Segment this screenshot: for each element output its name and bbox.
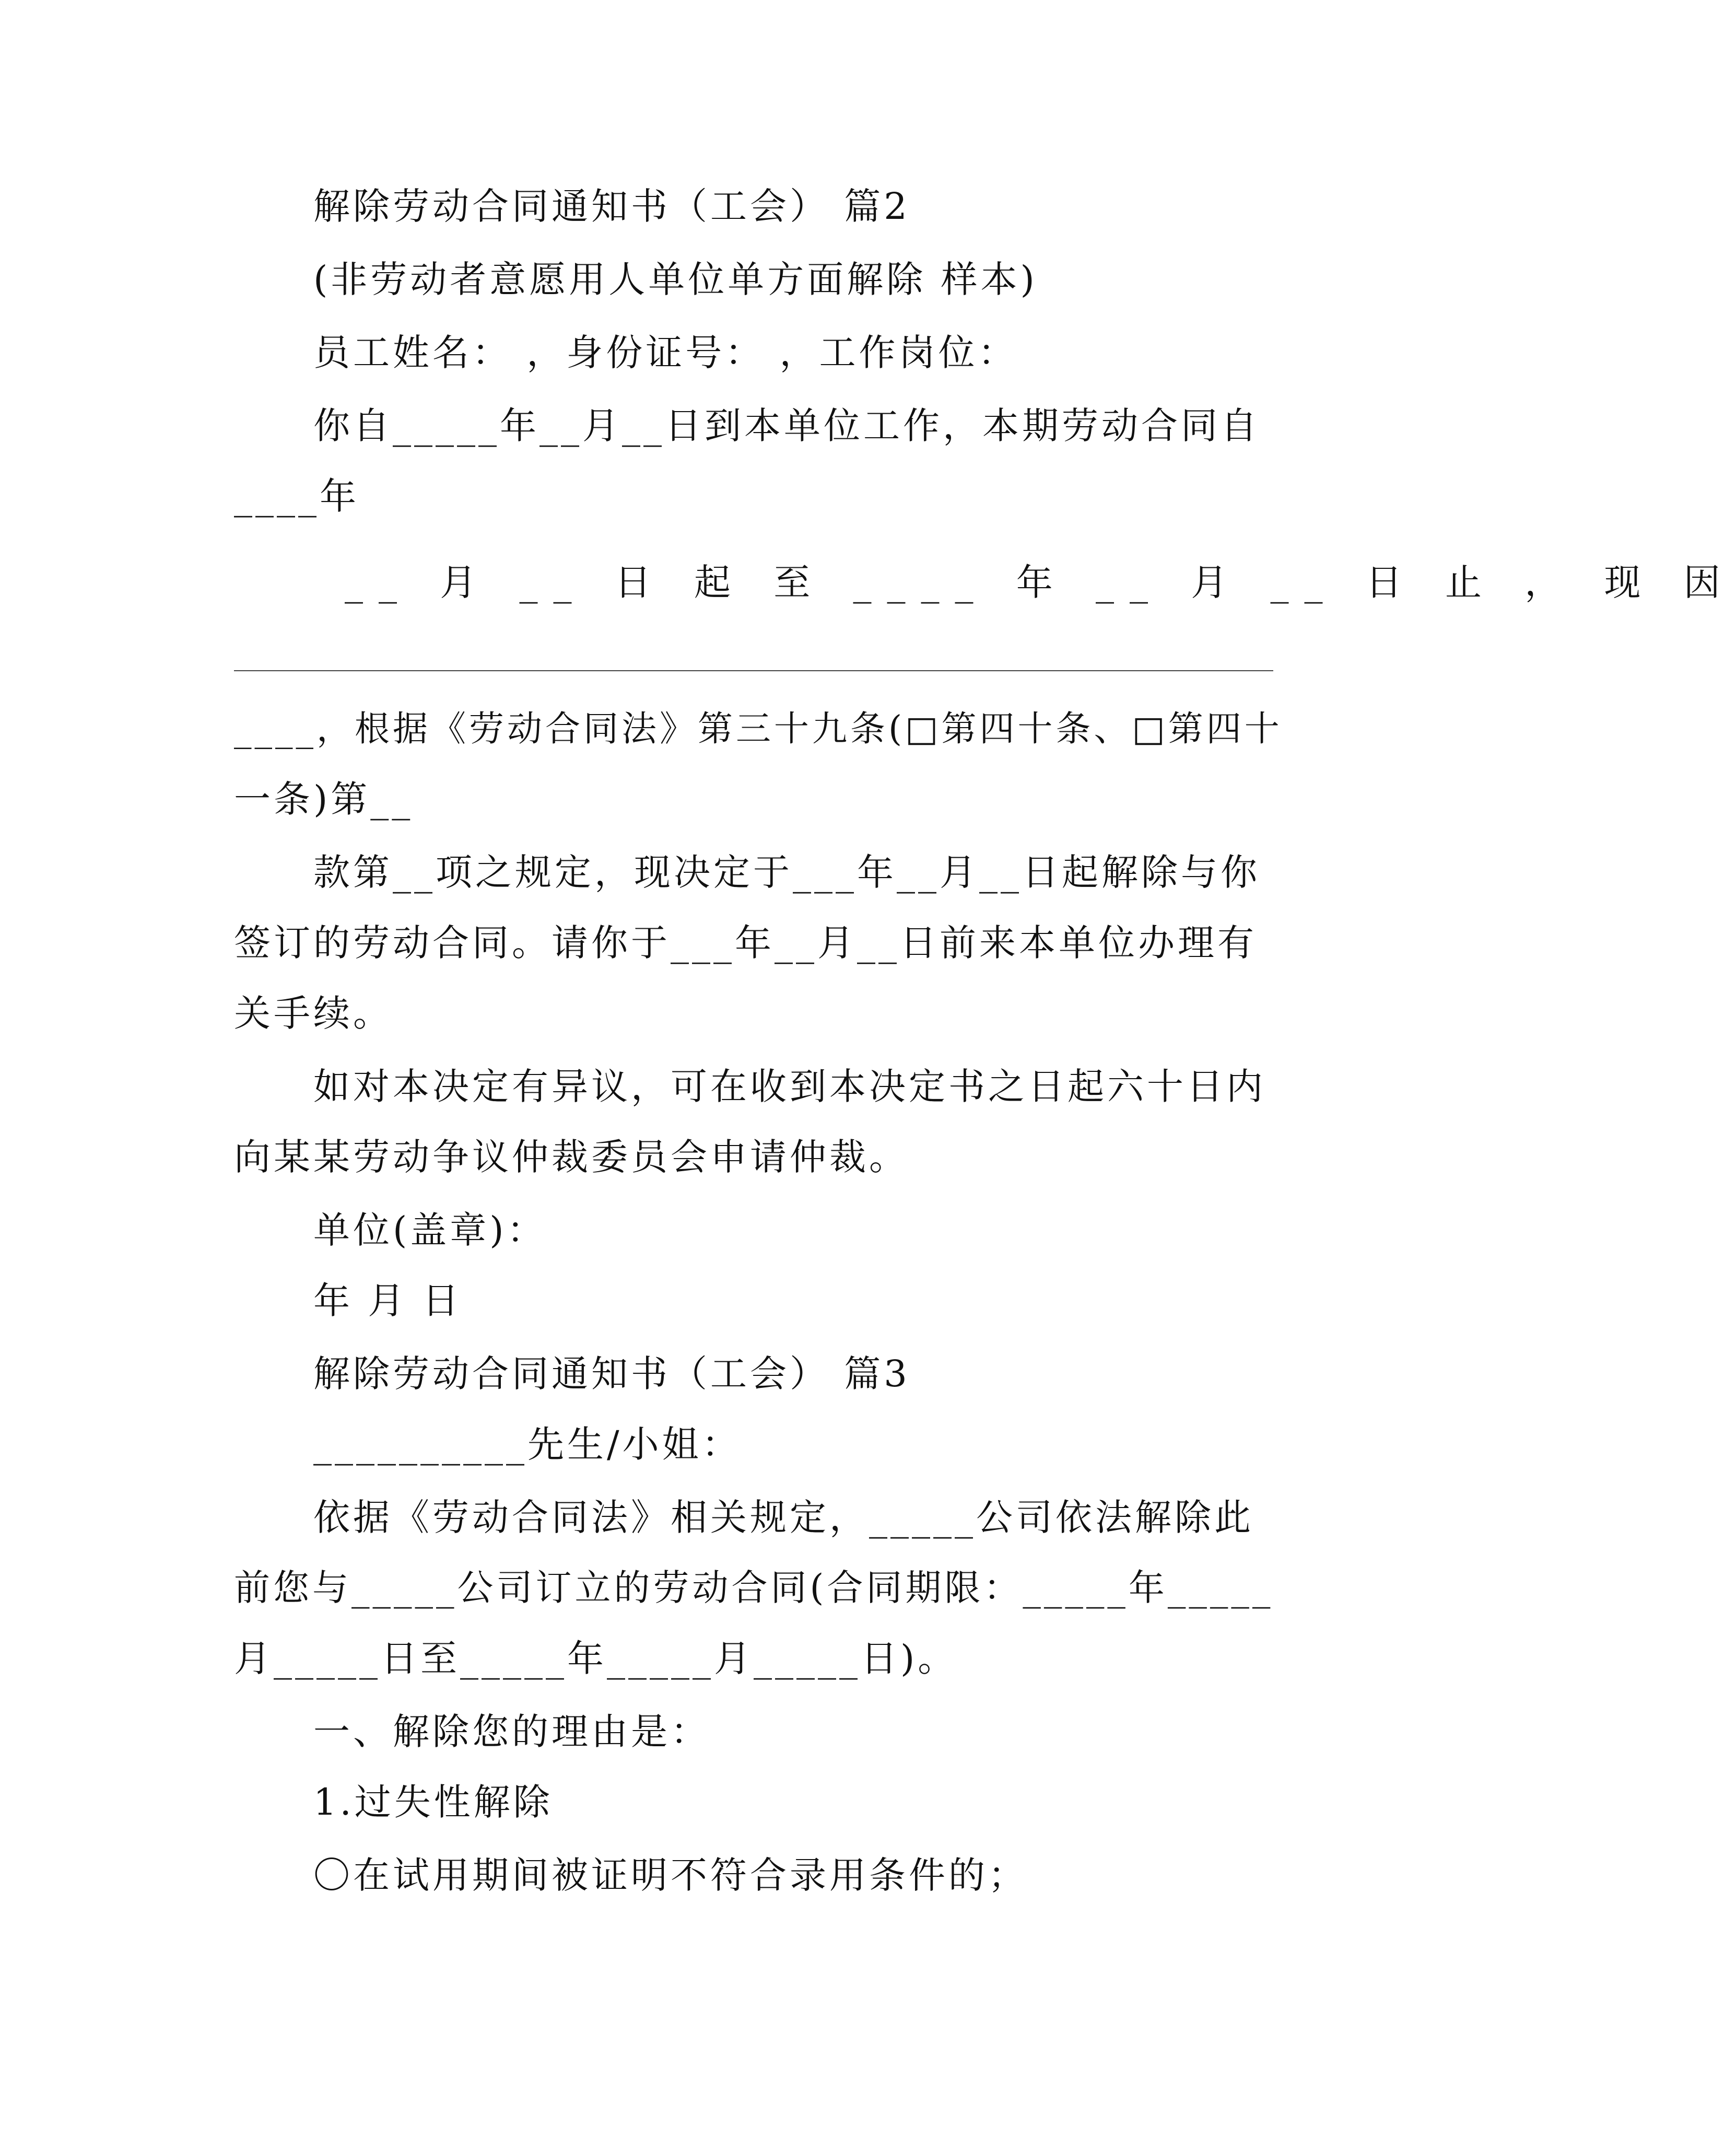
- text-line: __ 月 __ 日 起 至 ____ 年 __ 月 __ 日 止 ， 现 因: [345, 561, 1736, 604]
- reason-heading: 一、解除您的理由是：: [313, 1710, 710, 1753]
- text-line: ____年: [234, 475, 359, 518]
- blank-fill-line: [234, 670, 1273, 671]
- text-line: 你自_____年__月__日到本单位工作，本期劳动合同自: [313, 404, 1260, 447]
- employee-info-line: 员工姓名： ，身份证号： ，工作岗位：: [313, 331, 1018, 374]
- doc-subtitle: (非劳动者意愿用人单位单方面解除 样本): [313, 258, 1038, 301]
- text-line: 签订的劳动合同。请你于___年__月__日前来本单位办理有: [234, 921, 1257, 964]
- text-line: 前您与_____公司订立的劳动合同(合同期限：_____年_____: [234, 1567, 1274, 1609]
- reason-option: 〇在试用期间被证明不符合录用条件的；: [313, 1854, 1028, 1897]
- text-line: 如对本决定有异议，可在收到本决定书之日起六十日内: [313, 1065, 1266, 1108]
- text-line: 向某某劳动争议仲裁委员会申请仲裁。: [234, 1136, 909, 1178]
- section-heading-3: 解除劳动合同通知书（工会） 篇3: [313, 1352, 910, 1395]
- reason-item-heading: 1.过失性解除: [313, 1781, 553, 1824]
- text-line: 依据《劳动合同法》相关规定，_____公司依法解除此: [313, 1496, 1254, 1539]
- seal-line: 单位(盖章)：: [313, 1209, 547, 1252]
- text-line: 一条)第__: [234, 778, 414, 821]
- text-line: 款第__项之规定，现决定于___年__月__日起解除与你: [313, 851, 1260, 894]
- text-line: ____，根据《劳动合同法》第三十九条(□第四十条、□第四十: [234, 708, 1283, 749]
- text-line: 月_____日至_____年_____月_____日)。: [234, 1637, 958, 1680]
- date-line: 年 月 日: [313, 1279, 462, 1322]
- salutation-line: __________先生/小姐：: [313, 1423, 742, 1466]
- text-line: 关手续。: [234, 992, 393, 1035]
- section-heading-2: 解除劳动合同通知书（工会） 篇2: [313, 185, 910, 228]
